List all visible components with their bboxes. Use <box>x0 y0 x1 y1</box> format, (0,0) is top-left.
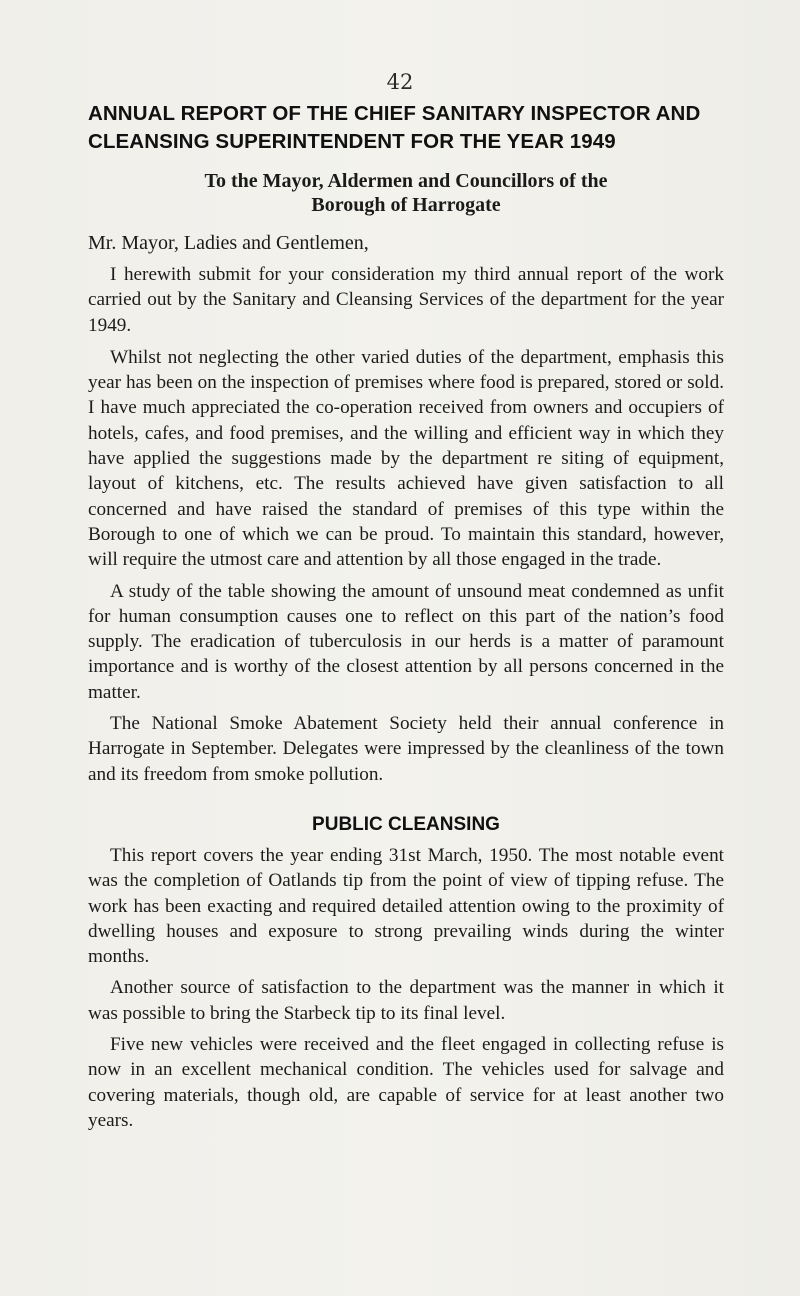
paragraph-smoke-abatement: The National Smoke Abatement Society held their annual conference in Harrogate in September. Delegates were impressed by the cleanliness of the town and its freedom from smoke pollution. <box>88 713 724 785</box>
salutation: Mr. Mayor, Ladies and Gentlemen, <box>88 232 369 254</box>
address-line-1: To the Mayor, Aldermen and Councillors of the <box>204 170 608 192</box>
address-line-2: Borough of Harrogate <box>311 194 501 216</box>
report-body <box>88 100 724 1133</box>
paragraph-starbeck-tip: Another source of satisfaction to the department was the manner in which it was possible to bring the Starbeck tip to its final level. <box>88 977 724 1024</box>
page-number: 42 <box>386 70 414 94</box>
paragraph-food-premises: Whilst not neglecting the other varied duties of the department, emphasis this year has been on the inspection of premises where food is prepared, stored or sold. I have much appreciated the co-operation received from owners and occupiers of hotels, cafes, and food premises, and the willing and efficient way in which they have applied the suggestions made by the department re siting of equipment, layout of kitchens, etc. The results achieved have given satisfaction to all concerned and have raised the standard of premises of this type within the Borough to one of which we can be proud. To maintain this standard, however, will require the utmost care and attention by all those engaged in the trade. <box>88 346 724 571</box>
paragraph-introduction: I herewith submit for your consideration my third annual report of the work carried out by the Sanitary and Cleansing Services of the department for the year 1949. <box>88 264 724 336</box>
paragraph-oatlands-tip: This report covers the year ending 31st March, 1950. The most notable event was the completion of Oatlands tip from the point of view of tipping refuse. The work has been exacting and required detailed attention owing to the proximity of dwelling houses and exposure to strong prevailing winds during the winter months. <box>88 844 724 968</box>
section-heading-public-cleansing: PUBLIC CLEANSING <box>312 813 500 835</box>
report-title: ANNUAL REPORT OF THE CHIEF SANITARY INSPECTOR AND CLEANSING SUPERINTENDENT FOR THE YEAR 1949 <box>88 102 701 153</box>
paragraph-vehicles: Five new vehicles were received and the fleet engaged in collecting refuse is now in an excellent mechanical condition. The vehicles used for salvage and covering materials, though old, are capable of service for at least another two years. <box>88 1034 724 1131</box>
paragraph-unsound-meat: A study of the table showing the amount of unsound meat condemned as unfit for human consumption causes one to reflect on this part of the nation’s food supply. The eradication of tuberculosis in our herds is a matter of paramount importance and is worthy of the closest attention by all persons concerned in the matter. <box>88 580 724 703</box>
address-block <box>88 169 724 217</box>
